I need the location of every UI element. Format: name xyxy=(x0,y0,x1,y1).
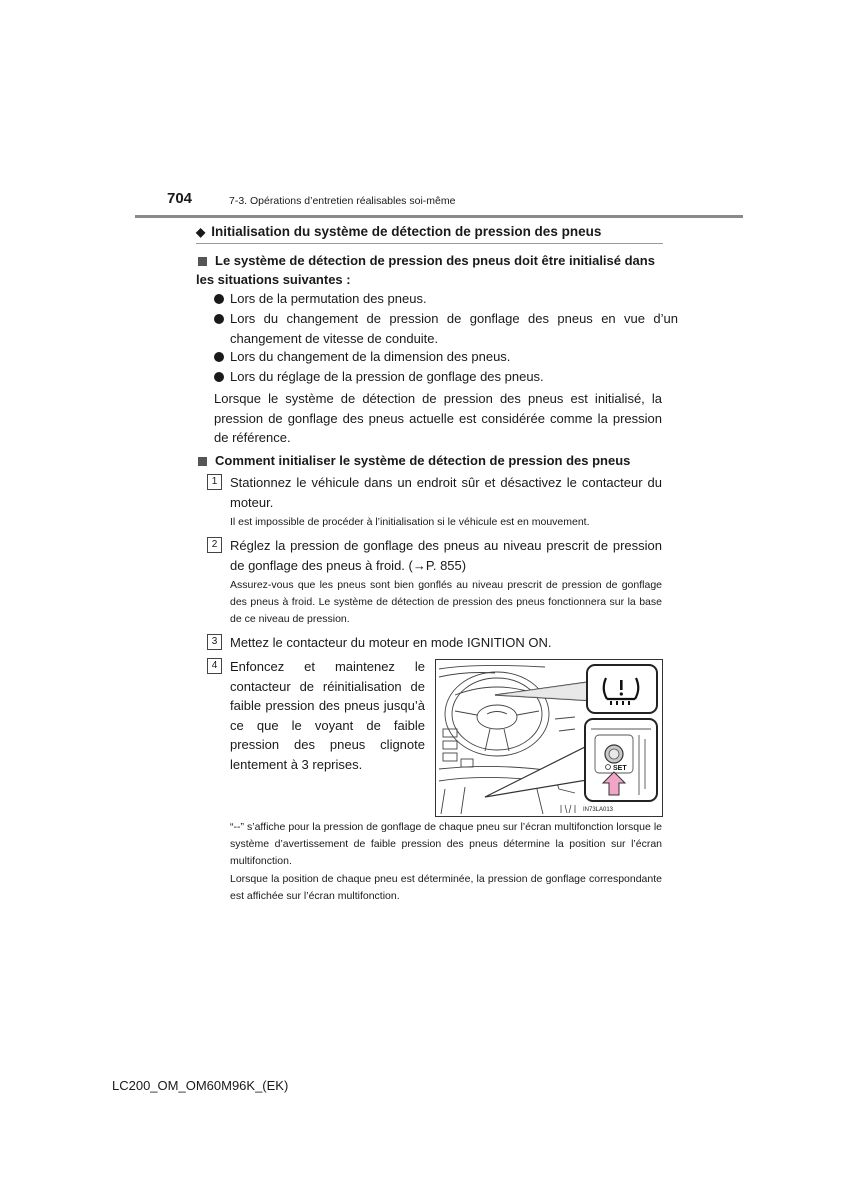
step-number: 1 xyxy=(207,474,222,490)
step-4 xyxy=(207,657,425,774)
step-1 xyxy=(207,473,662,512)
step-note: Assurez-vous que les pneus sont bien gonflés au niveau prescrit de pression de gonflage des pneus à froid. Le système de détection de pression des pneus fonctionnera sur la base de ce niveau de pression. xyxy=(230,579,662,625)
subsection-heading-2-text: Comment initialiser le système de détection de pression des pneus xyxy=(215,453,631,468)
page-number: 704 xyxy=(167,190,193,207)
bullet-dot-icon xyxy=(214,352,224,362)
bullet-dot-icon xyxy=(214,314,224,324)
bullet-item: Lors du changement de la dimension des pneus. xyxy=(214,347,678,367)
step-text: Réglez la pression de gonflage des pneus au niveau prescrit de pression de gonflage des pneus à froid. (→P. 855) xyxy=(230,538,662,573)
closing-note-2: Lorsque la position de chaque pneu est déterminée, la pression de gonflage correspondante est affichée sur l’écran multifonction. xyxy=(230,873,662,902)
set-label: SET xyxy=(613,765,627,772)
subsection-heading-1-text: Le système de détection de pression des pneus doit être initialisé dans les situations suivantes : xyxy=(196,253,655,287)
section-title-text: Initialisation du système de détection de pression des pneus xyxy=(211,224,602,239)
step-3 xyxy=(207,633,662,653)
bullet-dot-icon xyxy=(214,372,224,382)
reference-paragraph: Lorsque le système de détection de pression des pneus est initialisé, la pression de gonflage des pneus actuelle est considérée comme la pression de référence. xyxy=(214,391,662,445)
section-rule xyxy=(196,243,663,244)
bullet-item: Lors du réglage de la pression de gonflage des pneus. xyxy=(214,367,678,387)
subsection-heading-1 xyxy=(196,251,662,289)
diamond-icon: ◆ xyxy=(196,225,206,239)
step-note: Il est impossible de procéder à l’initialisation si le véhicule est en mouvement. xyxy=(230,516,590,528)
step-number: 4 xyxy=(207,658,222,674)
figure-code: IN73LA013 xyxy=(583,807,614,813)
footer-code: LC200_OM_OM60M96K_(EK) xyxy=(112,1078,289,1093)
square-bullet-icon xyxy=(198,257,207,266)
step-number: 2 xyxy=(207,537,222,553)
bullet-item: Lors du changement de pression de gonflage des pneus en vue d’un changement de vitesse de conduite. xyxy=(214,309,678,348)
chapter-title: 7-3. Opérations d’entretien réalisables soi-même xyxy=(229,195,456,207)
bullet-dot-icon xyxy=(214,294,224,304)
dashboard-illustration xyxy=(435,659,663,817)
square-bullet-icon xyxy=(198,457,207,466)
closing-note-1: “--” s’affiche pour la pression de gonflage de chaque pneu sur l’écran multifonction lorsque le système d’avertissement de faible pression des pneus détermine la position sur l’écran multifonction. xyxy=(230,821,662,867)
header-rule xyxy=(135,215,743,218)
section-title xyxy=(196,224,601,239)
step-text: Mettez le contacteur du moteur en mode IGNITION ON. xyxy=(230,635,552,650)
bullet-item: Lors de la permutation des pneus. xyxy=(214,289,678,309)
subsection-heading-2 xyxy=(196,451,662,470)
step-number: 3 xyxy=(207,634,222,650)
step-text: Enfoncez et maintenez le contacteur de réinitialisation de faible pression des pneus jusqu’à ce que le voyant de faible pression des pneus clignote lentement à 3 reprises. xyxy=(230,659,425,772)
step-2 xyxy=(207,536,662,575)
step-text: Stationnez le véhicule dans un endroit sûr et désactivez le contacteur du moteur. xyxy=(230,475,662,510)
dashboard-figure xyxy=(435,659,663,817)
